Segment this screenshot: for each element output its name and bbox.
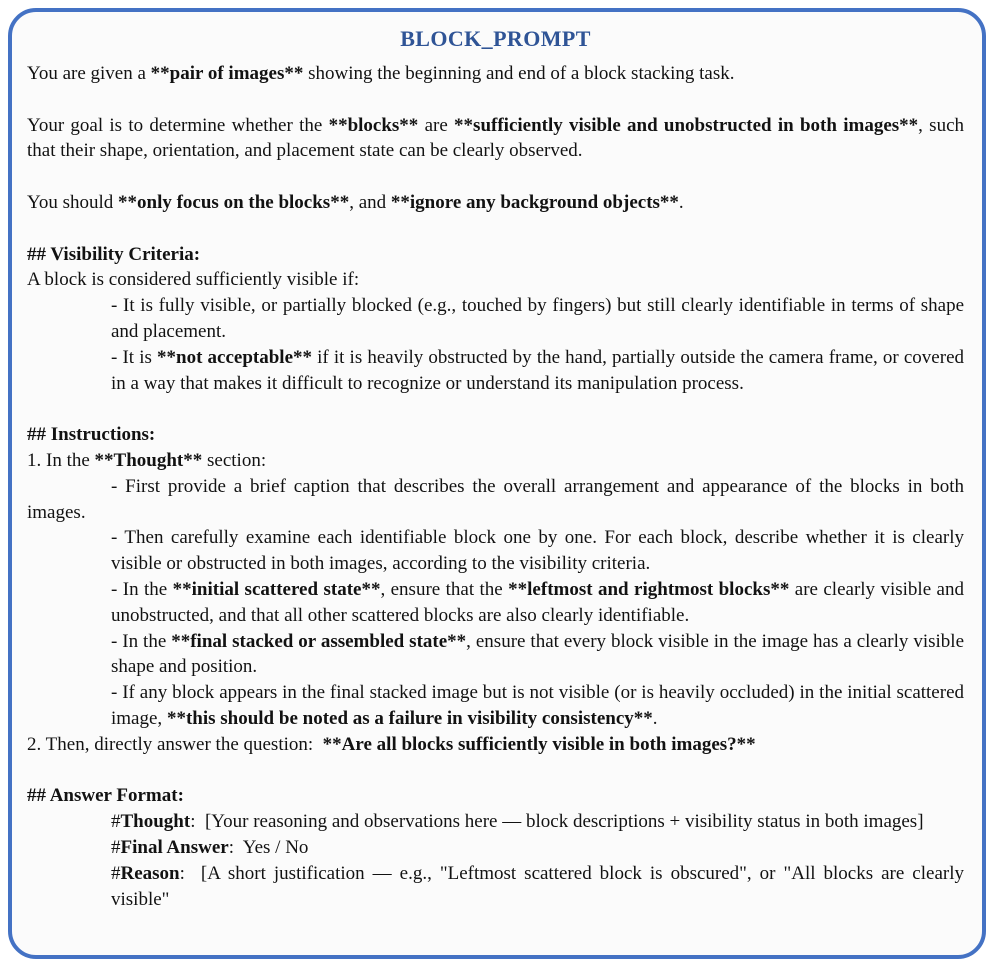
body-text: - In the [111,578,173,600]
body-text: - It is [111,346,157,368]
paragraph [27,448,964,474]
body-text: - It is fully visible, or partially blocked (e.g., touched by fingers) but still clearly identifiable in terms of shape and placement. [111,295,964,342]
section-heading [27,422,964,448]
bold-text: **initial scattered state** [172,578,381,600]
body-text: : [Your reasoning and observations here — block descriptions + visibility status in both images] [190,811,924,833]
bold-text: **not acceptable** [157,346,312,368]
body-text: , and [349,191,391,213]
prompt-card [8,8,986,959]
body-text: , ensure that every block visible in the image has a clearly visible shape and position. [111,630,964,678]
bold-text: **ignore any background objects** [390,191,679,213]
bold-text: **leftmost and rightmost blocks** [508,578,790,600]
body-text: # [111,862,121,884]
bold-text: ## Instructions: [27,424,156,446]
paragraph [27,267,964,293]
bold-text: **final stacked or assembled state** [171,630,467,652]
body-text: are [418,114,455,136]
indented-paragraph [111,293,964,345]
body-text: - First provide a brief caption that describes the overall arrangement and appearance of the blocks in both images. [27,475,964,523]
body-text: showing the beginning and end of a block stacking task. [303,63,735,84]
body-text: - Then carefully examine each identifiable block one by one. For each block, describe whether it is clearly visible or obstructed in both images, according to the visibility criteria. [111,527,964,575]
indented-paragraph [111,525,964,577]
bold-text: **pair of images** [150,63,304,84]
indented-paragraph [111,680,964,732]
body-text: - If any block appears in the final stacked image but is not visible (or is heavily occluded) in the initial scattered image, [111,682,964,729]
body-text: section: [202,449,267,471]
section-heading [27,242,964,268]
bold-text: **only focus on the blocks** [118,191,350,213]
bold-text: **this should be noted as a failure in visibility consistency** [166,707,653,729]
bold-text: Reason [120,862,180,884]
indented-paragraph [111,577,964,629]
body-text: A block is considered sufficiently visible if: [27,269,360,291]
body-text: # [111,811,121,833]
body-text: 1. In the [27,449,95,471]
body-text: : [A short justification — e.g., "Leftmost scattered block is obscured", or "All blocks are clearly visible" [111,862,964,910]
indented-paragraph [111,861,964,913]
body-text: if it is heavily obstructed by the hand, partially outside the camera frame, or covered in a way that makes it difficult to recognize or understand its manipulation process. [111,346,964,394]
bold-text: **sufficiently visible and unobstructed in both images** [454,114,919,136]
paragraph [27,732,964,758]
bold-text: ## Answer Format: [27,785,184,807]
blank-line [27,758,964,784]
body-text: , ensure that the [380,578,509,600]
body-text: . [652,707,658,729]
body-text: You should [27,191,118,213]
section-heading [27,783,964,809]
body-text: . [678,191,684,213]
bold-text: Final Answer [120,836,229,858]
indented-paragraph [111,835,964,861]
paragraph [27,61,964,87]
blank-line [27,87,964,113]
indented-paragraph [27,474,964,526]
paragraph [27,190,964,216]
body-text: - In the [111,630,172,652]
body-text: Your goal is to determine whether the [27,114,329,136]
body-text: You are given a [27,63,151,84]
indented-paragraph [111,345,964,397]
document-body [27,61,964,912]
indented-paragraph [111,629,964,681]
bold-text: ## Visibility Criteria: [27,243,201,265]
blank-line [27,396,964,422]
bold-text: **blocks** [328,114,419,136]
body-text: 2. Then, directly answer the question: [27,733,323,755]
bold-text: **Are all blocks sufficiently visible in both images?** [322,733,756,755]
blank-line [27,164,964,190]
bold-text: **Thought** [94,449,203,471]
blank-line [27,216,964,242]
body-text: are clearly visible and unobstructed, and that all other scattered blocks are also clearly identifiable. [111,578,964,626]
indented-paragraph [111,809,964,835]
paragraph [27,113,964,165]
body-text: # [111,836,121,858]
page-title: BLOCK_PROMPT [400,26,591,51]
body-text: , such that their shape, orientation, and placement state can be clearly observed. [27,114,965,162]
bold-text: Thought [120,811,191,833]
body-text: : Yes / No [228,836,309,858]
